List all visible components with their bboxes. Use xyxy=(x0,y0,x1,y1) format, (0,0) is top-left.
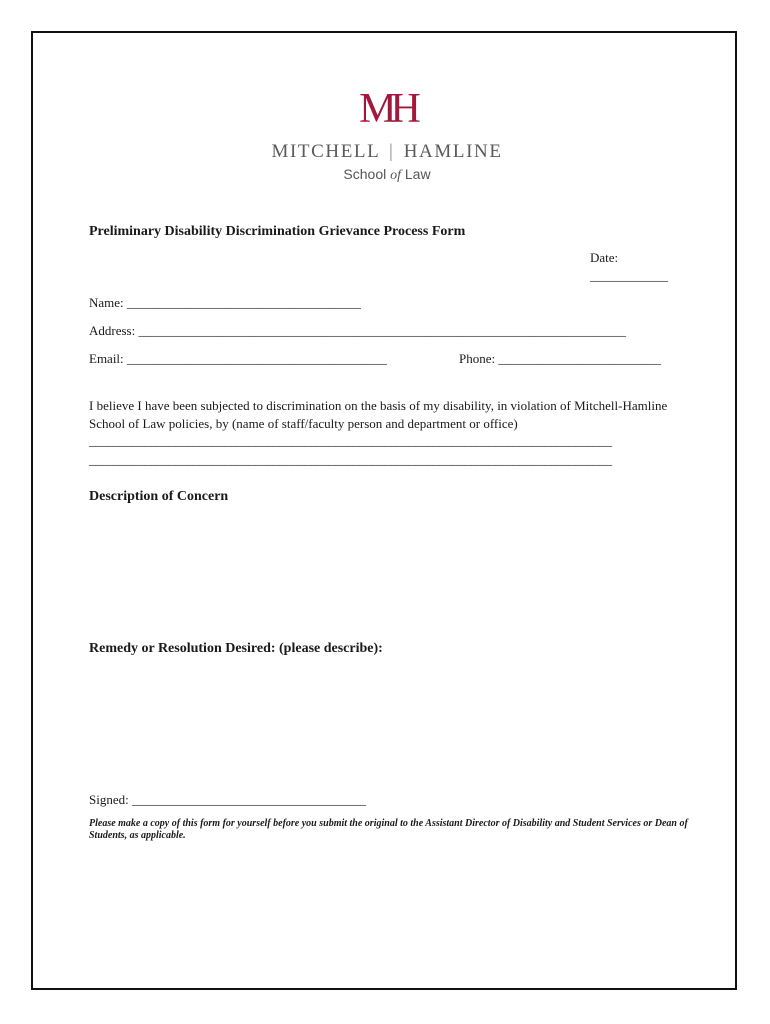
mitchell-hamline-logo xyxy=(352,88,422,128)
respondent-line-1[interactable]: _____________________________________________________________________________________ xyxy=(89,433,612,448)
logo-wordmark xyxy=(266,141,508,163)
logo-sub-school: School xyxy=(343,166,387,182)
address-field[interactable]: Address: ___________________________________________________________________________ xyxy=(89,323,626,338)
date-label: Date: xyxy=(590,250,619,265)
logo-name-separator: | xyxy=(388,141,395,162)
form-title: Preliminary Disability Discrimination Grievance Process Form xyxy=(89,224,466,239)
signature-field[interactable]: Signed: ____________________________________ xyxy=(89,792,366,807)
phone-field[interactable]: Phone: _________________________ xyxy=(459,351,661,366)
logo-sub-of: of xyxy=(390,168,401,183)
name-field[interactable]: Name: ____________________________________ xyxy=(89,295,361,310)
remedy-heading: Remedy or Resolution Desired: (please describe): xyxy=(89,641,383,656)
description-heading: Description of Concern xyxy=(89,489,229,504)
logo-name-left: MITCHELL xyxy=(271,141,380,162)
date-field[interactable]: ____________ xyxy=(590,268,668,283)
logo-name-right: HAMLINE xyxy=(403,141,503,162)
email-field[interactable]: Email: ________________________________________ xyxy=(89,351,387,366)
statement-text: I believe I have been subjected to discrimination on the basis of my disability, in violation of Mitchell-Hamline School of Law policies, by (name of staff/faculty person and department or office) xyxy=(89,398,668,431)
logo-monogram: MH xyxy=(359,88,415,128)
logo-sub-law: Law xyxy=(404,166,431,182)
respondent-line-2[interactable]: _____________________________________________________________________________________ xyxy=(89,452,612,467)
footer-note: Please make a copy of this form for yourself before you submit the original to the Assistant Director of Disability and Student Services or Dean of Students, as applicable. xyxy=(89,818,688,841)
logo-subtitle xyxy=(266,166,508,184)
